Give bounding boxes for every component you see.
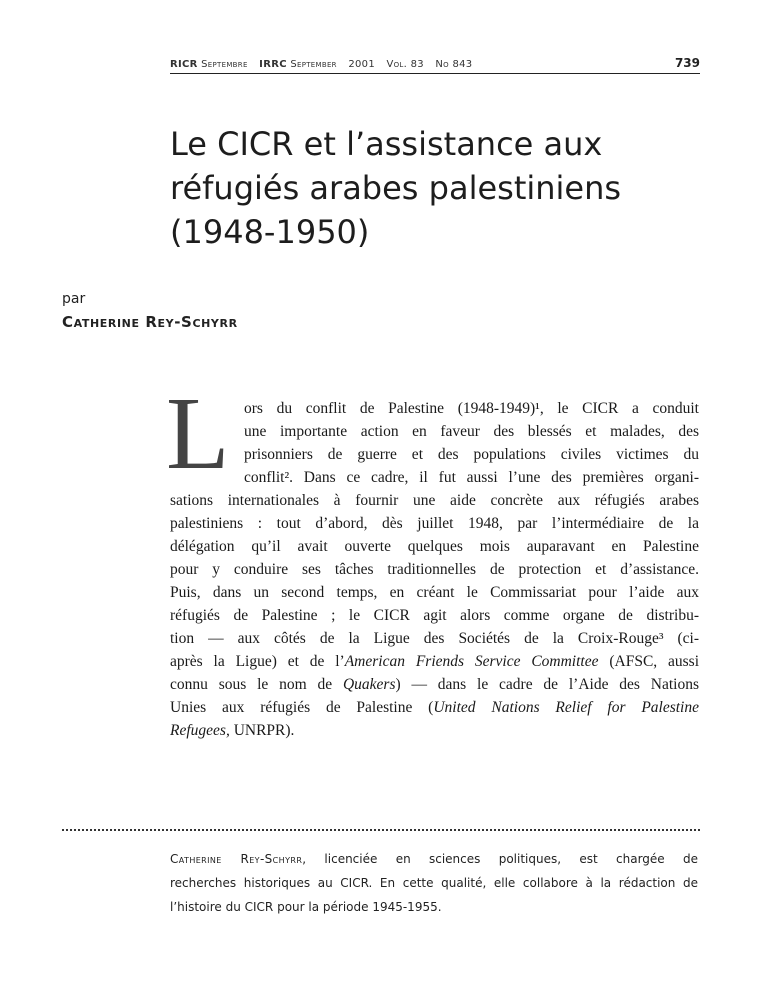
author-note-line: l’histoire du CICR pour la période 1945-1955. (170, 900, 442, 914)
author-name: Catherine Rey-Schyrr (62, 313, 238, 331)
body-line: prisonniers de guerre et des populations civiles victimes du (244, 446, 699, 463)
body-line: conflit². Dans ce cadre, il fut aussi l’une des premières organi- (244, 469, 699, 486)
body-line: Puis, dans un second temps, en créant le Commissariat pour l’aide aux (170, 584, 699, 601)
body-line: palestiniens : tout d’abord, dès juillet 1948, par l’intermédiaire de la (170, 515, 699, 532)
volume: Vol. 83 (386, 59, 424, 70)
body-text: UNRPR). (229, 722, 295, 739)
page-number: 739 (674, 56, 700, 70)
year: 2001 (348, 59, 375, 70)
body-line: sations internationales à fournir une aide concrète aux réfugiés arabes (170, 492, 699, 509)
body-line: ors du conflit de Palestine (1948-1949)¹, le CICR a conduit (244, 400, 699, 417)
italic-org-name: American Friends Service Committee (344, 653, 599, 670)
body-text: après la Ligue) et de l’ (170, 653, 345, 670)
title-line: réfugiés arabes palestiniens (170, 169, 622, 207)
body-line (170, 719, 699, 742)
body-text: ) — dans le cadre de l’Aide des Nations (395, 676, 699, 693)
author-note-line (170, 847, 698, 871)
body-text: connu sous le nom de (170, 676, 343, 693)
body-line (170, 696, 699, 719)
body-line (170, 650, 699, 673)
month-en: September (290, 59, 337, 70)
ricr-label: RICR (170, 59, 198, 70)
body-line: tion — aux côtés de la Ligue des Sociétés de la Croix-Rouge³ (ci- (170, 630, 699, 647)
footnote-separator (62, 829, 700, 831)
body-line: une importante action en faveur des blessés et malades, des (244, 423, 699, 440)
header-rule (170, 73, 700, 74)
irrc-label: IRRC (259, 59, 287, 70)
note-author-name: Catherine Rey-Schyrr (170, 852, 303, 866)
italic-org-name: United Nations Relief for Palestine (433, 699, 699, 716)
drop-cap: L (166, 376, 230, 491)
body-line: pour y conduire ses tâches traditionnelles de protection et d’assistance. (170, 561, 699, 578)
body-text: Unies aux réfugiés de Palestine ( (170, 699, 434, 716)
journal-running-head (170, 59, 472, 70)
author-note-line: recherches historiques au CICR. En cette qualité, elle collabore à la rédaction de (170, 876, 698, 890)
body-line (170, 673, 699, 696)
body-line: réfugiés de Palestine ; le CICR agit alors comme organe de distribu- (170, 607, 699, 624)
body-text: (AFSC, aussi (598, 653, 699, 670)
issue-number: No 843 (435, 59, 473, 70)
italic-org-name: Refugees, (170, 722, 230, 739)
note-text: , licenciée en sciences politiques, est chargée de (302, 852, 698, 866)
month-fr: Septembre (201, 59, 248, 70)
italic-org-name: Quakers (342, 676, 396, 693)
title-line: (1948-1950) (170, 213, 370, 251)
byline-par: par (62, 291, 86, 307)
body-line: délégation qu’il avait ouverte quelques mois auparavant en Palestine (170, 538, 699, 555)
article-title (170, 122, 690, 254)
title-line: Le CICR et l’assistance aux (170, 125, 603, 163)
